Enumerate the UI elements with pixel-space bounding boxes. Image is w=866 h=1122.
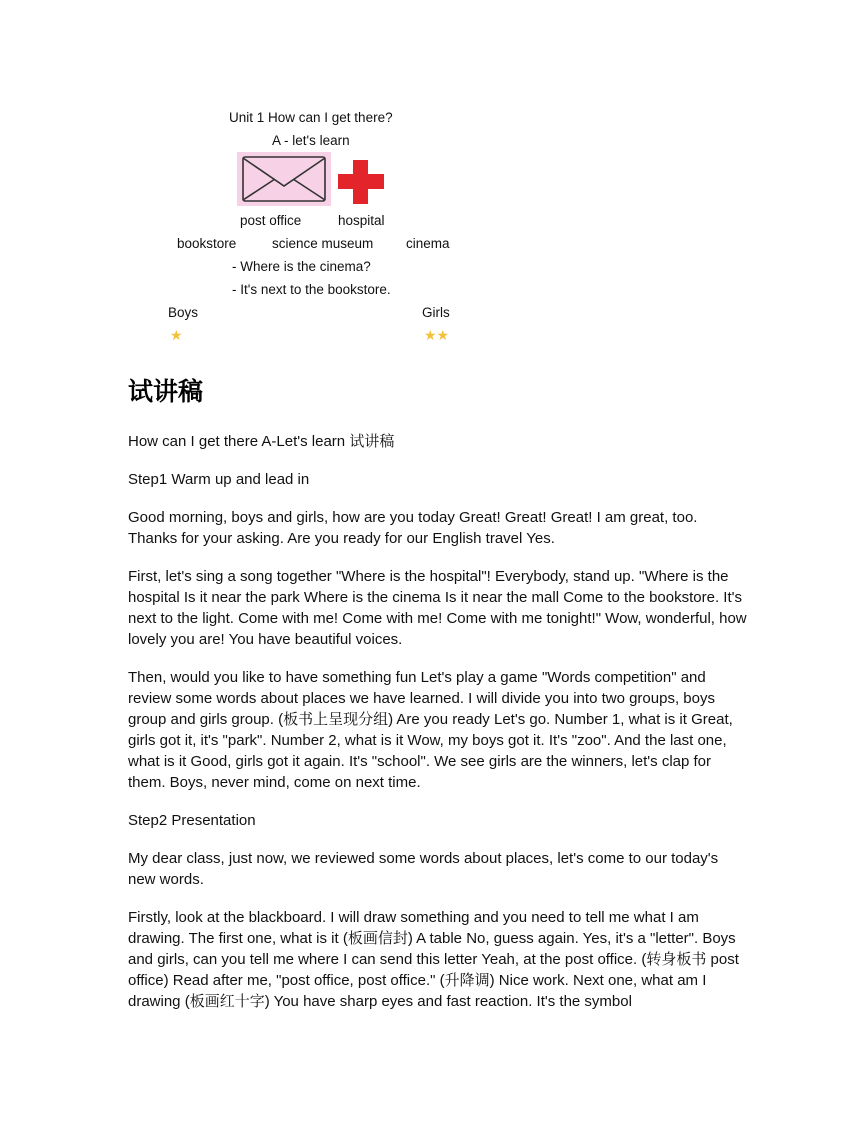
paragraph: Step2 Presentation <box>128 812 256 829</box>
paragraph: How can I get there A-Let's learn 试讲稿 <box>128 433 395 450</box>
paragraph: Firstly, look at the blackboard. I will draw something and you need to tell me what I am drawing. The first one, what is it (板画信封) A table No, guess again. Yes, it's a "letter". Boys and girls, can you tell me where I can send this letter Yeah, at the post office. (转身板书 post office) Read after me, "post office, post office." (升降调) Nice work. Next one, what am I drawing (板画红十字) You have sharp eyes and fast reaction. It's the symbol <box>128 909 739 1010</box>
page-heading: 试讲稿 <box>128 377 204 406</box>
red-cross-picture <box>336 158 386 206</box>
paragraph: Good morning, boys and girls, how are you today Great! Great! Great! I am great, too. Thanks for your asking. Are you ready for our English travel Yes. <box>128 509 698 547</box>
girls-label: Girls <box>422 305 450 320</box>
word-cinema: cinema <box>406 236 450 251</box>
envelope-icon <box>237 152 331 206</box>
paragraph: Step1 Warm up and lead in <box>128 471 310 488</box>
word-post-office: post office <box>240 213 302 228</box>
red-cross-icon <box>336 158 386 206</box>
paragraph: My dear class, just now, we reviewed some words about places, let's come to our today's new words. <box>128 850 719 888</box>
word-science-museum: science museum <box>272 236 374 251</box>
paragraph: Then, would you like to have something fun Let's play a game "Words competition" and review some words about places we have learned. I will divide you into two groups, boys group and girls group. (板书上呈现分组) Are you ready Let's go. Number 1, what is it Great, girls got it, it's "park". Number 2, what is it Wow, my boys got it. It's "zoo". And the last one, what is it Good, girls got it again. It's "school". We see girls are the winners, let's clap for them. Boys, never mind, come on next time. <box>128 669 733 791</box>
envelope-picture <box>237 152 331 206</box>
question-sentence: - Where is the cinema? <box>232 259 371 274</box>
boys-label: Boys <box>168 305 199 320</box>
unit-title: Unit 1 How can I get there? <box>229 110 393 125</box>
star-icon: ★★ <box>424 327 450 343</box>
word-bookstore: bookstore <box>177 236 237 251</box>
answer-sentence: - It's next to the bookstore. <box>232 282 391 297</box>
paragraph: First, let's sing a song together "Where is the hospital"! Everybody, stand up. "Where is the hospital Is it near the park Where is the cinema Is it near the mall Come to the bookstore. It's next to the light. Come with me! Come with me! Come with me tonight!" Wow, wonderful, how lovely you are! You have beautiful voices. <box>128 568 747 648</box>
lesson-title: A - let's learn <box>272 133 350 148</box>
blackboard-image <box>158 100 494 348</box>
star-icon: ★ <box>170 327 183 343</box>
lecture-script <box>128 431 748 1029</box>
word-hospital: hospital <box>338 213 385 228</box>
